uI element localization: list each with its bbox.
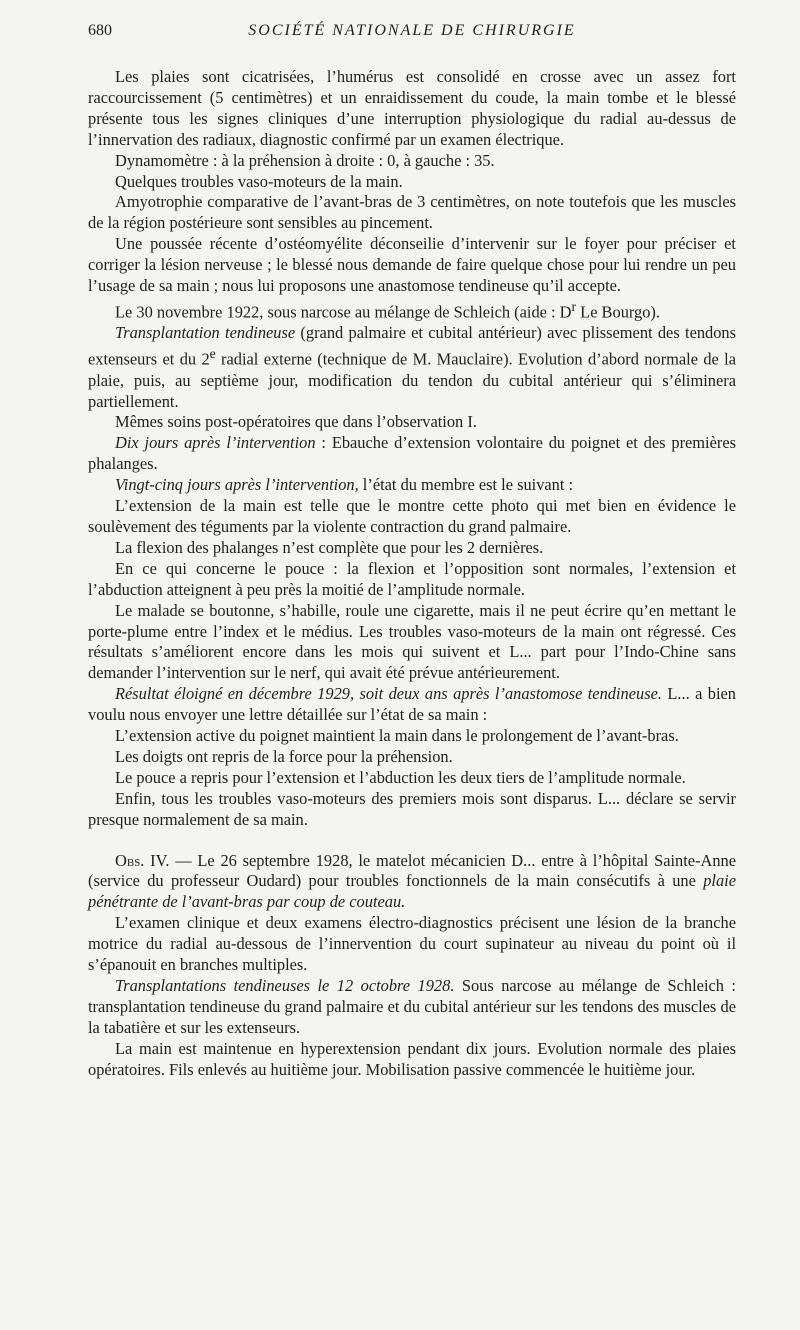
paragraph: Les plaies sont cicatrisées, l’humérus est consolidé en crosse avec un assez fort raccourcissement (5 centimètres) et un enraidissement du coude, la main tombe et le blessé présente tous les signes cliniques d’une interruption physiologique du radial au-dessus de l’innervation des radiaux, diagnostic confirmé par un examen électrique.: [88, 67, 736, 149]
paragraph: Dynamomètre : à la préhension à droite : 0, à gauche : 35.: [115, 150, 495, 170]
paragraph: [88, 684, 736, 726]
paragraph: [88, 297, 736, 323]
paragraph: [88, 433, 736, 475]
running-title: SOCIÉTÉ NATIONALE DE CHIRURGIE: [248, 22, 576, 39]
paragraph: La flexion des phalanges n’est complète que pour les 2 dernières.: [115, 537, 544, 557]
paragraph: [88, 475, 736, 496]
paragraph: Quelques troubles vaso-moteurs de la main.: [115, 171, 403, 191]
paragraph: Enfin, tous les troubles vaso-moteurs des premiers mois sont disparus. L... déclare se servir presque normalement de sa main.: [88, 788, 736, 829]
paragraph: Les doigts ont repris de la force pour la préhension.: [115, 746, 453, 766]
text-run: Sous narcose au mélange de Schleich : transplantation tendineuse du grand palmaire et du cubital antérieur sur les tendons des muscles de la tabatière et sur les extenseurs.: [88, 976, 736, 1037]
text-run: l’état du membre est le suivant :: [358, 475, 574, 495]
observation-label: Obs. IV.: [115, 850, 170, 870]
text-run: Le Bourgo).: [576, 302, 660, 322]
paragraph: L’extension de la main est telle que le montre cette photo qui met bien en évidence le soulèvement des téguments par la violente contraction du grand palmaire.: [88, 496, 736, 536]
paragraph: Le malade se boutonne, s’habille, roule une cigarette, mais il ne peut écrire qu’en mettant le porte-plume entre l’index et le médius. Les troubles vaso-moteurs de la main ont régressé. Ces résultats s’améliorent encore dans les mois qui suivent et L... part pour l’Indo-Chine sans demander l’intervention sur le nerf, qui avait été prévue antérieurement.: [88, 600, 736, 683]
italic-heading: Vingt-cinq jours après l’intervention,: [115, 475, 359, 495]
paragraph: L’examen clinique et deux examens électro-diagnostics précisent une lésion de la branche motrice du radial au-dessous de l’innervention du court supinateur au niveau du point où il s’épanouit en branches multiples.: [88, 913, 736, 975]
running-header: [88, 22, 736, 44]
paragraph: L’extension active du poignet maintient la main dans le prolongement de l’avant-bras.: [115, 726, 679, 746]
text-run: radial externe (technique de M. Mauclaire). Evolution d’abord normale de la plaie, puis, au septième jour, modification du tendon du cubital antérieur qui s’éliminera partiellement.: [88, 349, 736, 411]
superscript: r: [571, 298, 577, 314]
paragraph: Mêmes soins post-opératoires que dans l’observation I.: [115, 412, 477, 432]
italic-heading: Transplantations tendineuses le 12 octobre 1928.: [115, 976, 455, 995]
body-text: [88, 67, 736, 1081]
text-run: — Le 26 septembre 1928, le matelot mécanicien D... entre à l’hôpital Sainte-Anne (service du professeur Oudard) pour troubles fonctionnels de la main consécutifs à une: [88, 850, 737, 891]
paragraph: La main est maintenue en hyperextension pendant dix jours. Evolution normale des plaies opératoires. Fils enlevés au huitième jour. Mobilisation passive commencée le huitième jour.: [88, 1038, 736, 1079]
text-run: L... a bien voulu nous envoyer une lettre détaillée sur l’état de sa main :: [88, 684, 736, 725]
paragraph: [88, 323, 736, 412]
paragraph-observation: [88, 851, 736, 914]
italic-heading: Résultat éloigné en décembre 1929, soit deux ans après l’anastomose tendineuse.: [115, 684, 662, 704]
text-run: Le 30 novembre 1922, sous narcose au mélange de Schleich (aide : D: [115, 302, 572, 322]
paragraph: Le pouce a repris pour l’extension et l’abduction les deux tiers de l’amplitude normale.: [115, 767, 686, 787]
paragraph: Amyotrophie comparative de l’avant-bras de 3 centimètres, on note toutefois que les muscles de la région postérieure sont sensibles au pincement.: [88, 192, 736, 233]
paragraph: En ce qui concerne le pouce : la flexion et l’opposition sont normales, l’extension et l’abduction atteignent à peu près la moitié de l’amplitude normale.: [88, 558, 736, 599]
text-run: : Ebauche d’extension volontaire du poignet et des premières phalanges.: [88, 433, 736, 474]
text-run: (grand palmaire et cubital antérieur) avec plissement des tendons extenseurs et du 2: [88, 323, 736, 369]
italic-heading: Transplantation tendineuse: [115, 323, 296, 343]
italic-phrase: plaie pénétrante de l’avant-bras par coup de couteau.: [88, 871, 736, 912]
italic-heading: Dix jours après l’intervention: [115, 433, 316, 453]
superscript: e: [209, 346, 216, 362]
page-number: 680: [88, 22, 112, 39]
paragraph: Une poussée récente d’ostéomyélite déconseilie d’intervenir sur le foyer pour préciser et corriger la lésion nerveuse ; le blessé nous demande de faire quelque chose pour lui rendre un peu l’usage de sa main ; nous lui proposons une anastomose tendineuse qu’il accepte.: [88, 234, 736, 296]
paragraph: [88, 976, 736, 1039]
